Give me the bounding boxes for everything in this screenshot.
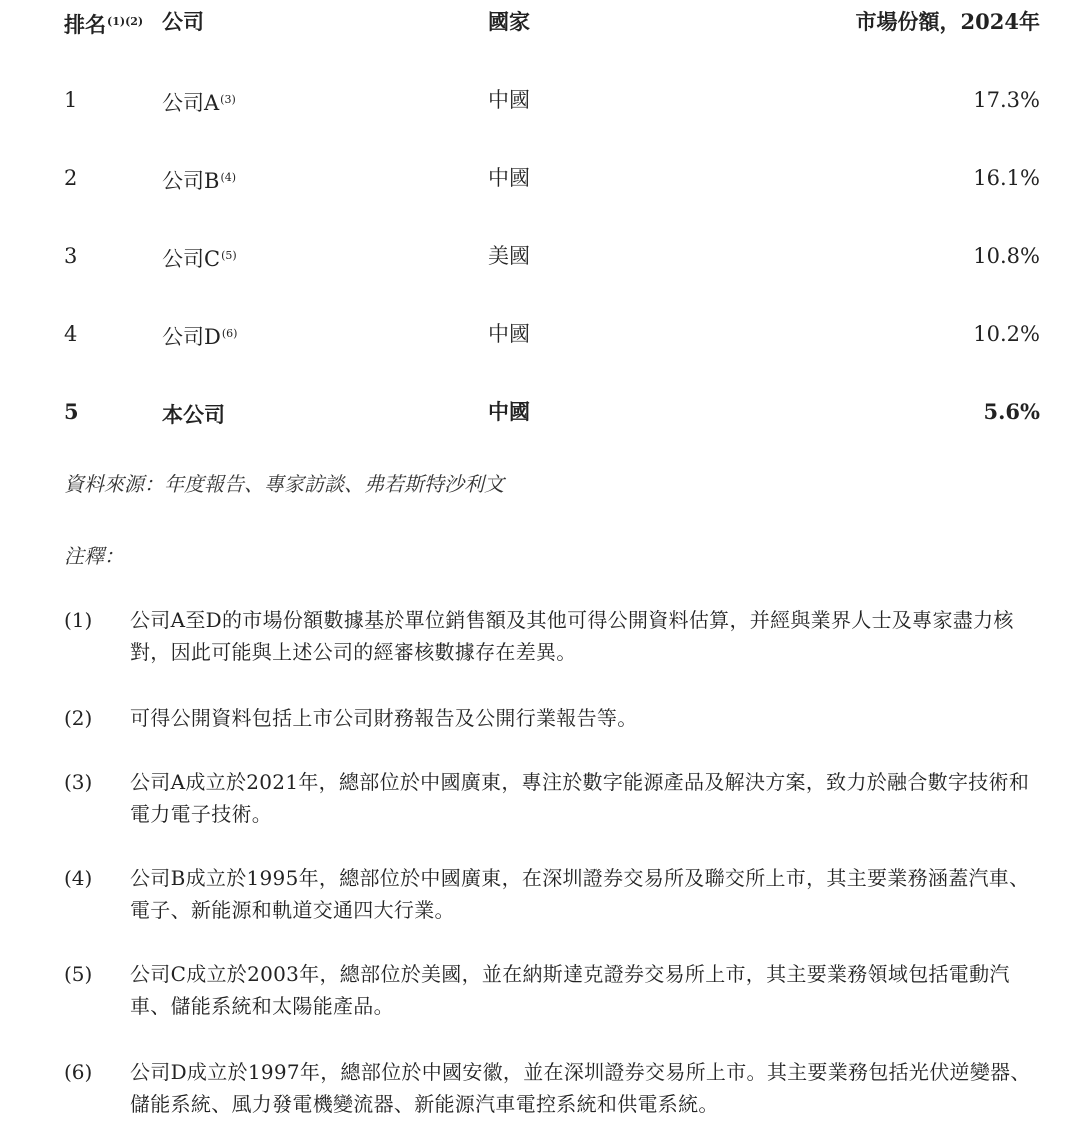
table-row — [0, 314, 1080, 354]
header-rank-sup: (1)(2) — [107, 15, 144, 28]
row-rank: 4 — [64, 322, 78, 346]
row-company: 公司$C^{(5)}$ — [162, 247, 237, 271]
table-row — [0, 80, 1080, 120]
header-country: 國家 — [488, 9, 530, 34]
header-share: 市場份額，2024年 — [855, 9, 1040, 34]
row-country: 中國 — [488, 322, 530, 346]
row-country: 中國 — [488, 166, 530, 190]
row-company-sup: (5) — [221, 249, 237, 262]
row-country: 美國 — [488, 244, 530, 268]
row-rank: 2 — [64, 166, 78, 190]
table-row — [0, 236, 1080, 276]
row-share: 17.3% — [973, 88, 1040, 112]
notes-label: 注釋： — [64, 544, 124, 568]
source-line: 資料來源：年度報告、專家訪談、弗若斯特沙利文 — [64, 472, 504, 496]
note-number: (3) — [64, 770, 93, 794]
row-company: 本公司 — [162, 402, 225, 427]
row-rank: 3 — [64, 244, 78, 268]
row-company: 公司$D^{(6)}$ — [162, 325, 238, 349]
note-text: 公司A成立於2021年，總部位於中國廣東，專注於數字能源產品及解決方案，致力於融合數字技術和電力電子技術。 — [130, 770, 1030, 826]
note-number: (5) — [64, 962, 93, 986]
note-number: (1) — [64, 608, 93, 632]
header-rank: 排名$^{(1)(2)}$ — [64, 12, 144, 37]
row-rank: 5 — [64, 399, 79, 424]
row-company-sup: (3) — [220, 93, 236, 106]
row-company-sup: (6) — [221, 327, 238, 340]
row-share: 16.1% — [973, 166, 1040, 190]
header-company: 公司 — [162, 9, 204, 34]
table-row-own-company — [0, 392, 1080, 432]
row-company: 公司$B^{(4)}$ — [162, 169, 237, 193]
row-company: 公司$A^{(3)}$ — [162, 91, 236, 115]
row-rank: 1 — [64, 88, 78, 112]
row-share: 10.8% — [973, 244, 1040, 268]
note-text: 公司C成立於2003年，總部位於美國，並在納斯達克證券交易所上市，其主要業務領域包括電動汽車、儲能系統和太陽能產品。 — [130, 962, 1010, 1018]
note-text: 公司D成立於1997年，總部位於中國安徽，並在深圳證券交易所上市。其主要業務包括光伏逆變器、儲能系統、風力發電機變流器、新能源汽車電控系統和供電系統。 — [130, 1060, 1031, 1116]
table-row — [0, 158, 1080, 198]
note-text: 可得公開資料包括上市公司財務報告及公開行業報告等。 — [130, 706, 638, 730]
row-country: 中國 — [488, 399, 530, 424]
table-header — [0, 2, 1080, 42]
row-share: 5.6% — [983, 399, 1040, 424]
note-text: 公司B成立於1995年，總部位於中國廣東，在深圳證券交易所及聯交所上市，其主要業務涵蓋汽車、電子、新能源和軌道交通四大行業。 — [130, 866, 1030, 922]
note-number: (6) — [64, 1060, 93, 1084]
note-text: 公司A至D的市場份額數據基於單位銷售額及其他可得公開資料估算，并經與業界人士及專家盡力核對，因此可能與上述公司的經審核數據存在差異。 — [130, 608, 1014, 664]
row-share: 10.2% — [973, 322, 1040, 346]
note-number: (4) — [64, 866, 93, 890]
row-company-sup: (4) — [220, 171, 237, 184]
note-number: (2) — [64, 706, 93, 730]
row-country: 中國 — [488, 88, 530, 112]
